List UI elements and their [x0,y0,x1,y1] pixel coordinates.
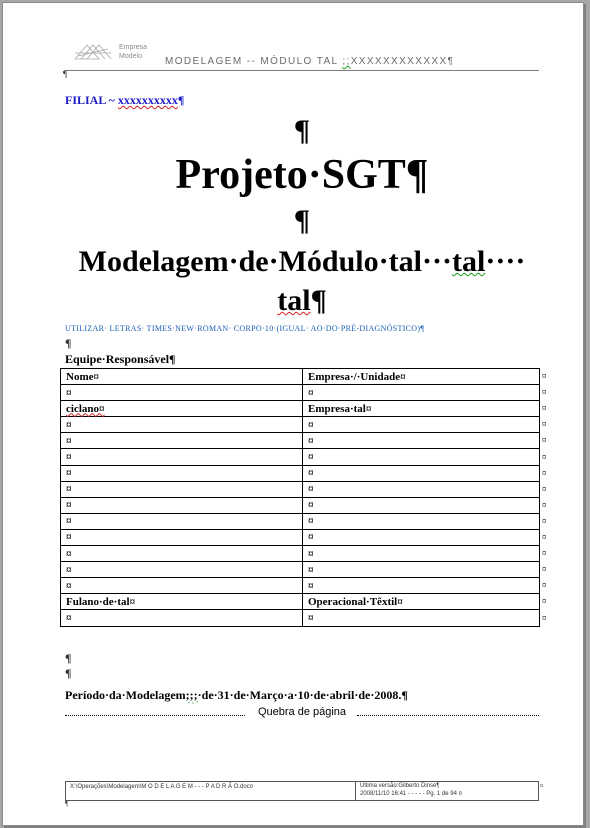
row-end-mark: ¤ [542,596,547,607]
table-row [61,529,540,545]
page-break-dots-right [357,715,539,716]
table-row [61,610,540,626]
member-name-cell[interactable]: ¤ [61,417,303,433]
modeling-period [65,688,408,703]
member-name-cell[interactable]: ¤ [61,578,303,594]
company-logo-icon [73,41,113,63]
team-table [60,368,540,627]
header-title [165,56,454,67]
note-pilcrow: ¶ [65,336,72,350]
row-end-mark: ¤ [542,451,547,462]
member-name-cell[interactable]: ¤ [61,465,303,481]
module-title-mark: ¶ [310,284,327,317]
member-name-cell[interactable]: ¤ [61,481,303,497]
font-instruction-note: UTILIZAR· LETRAS· TIMES·NEW·ROMAN· CORPO·10·(IGUAL· AO·DO·PRÉ-DIAGNÓSTICO)¶ [65,324,425,333]
footer-divider [355,782,356,800]
member-company-cell[interactable]: ¤ [303,417,540,433]
table-row [61,546,540,562]
team-heading: Equipe·Responsável¶ [65,352,176,366]
member-name-cell[interactable]: ¤ [61,513,303,529]
footer-file-path: X:\Operações\Modelagem\M O D E L A G E M - - - P A D R Ã O.doc¤ [70,784,254,790]
row-end-mark: ¤ [542,532,547,542]
title-pilcrow-top: ¶ [293,114,311,147]
member-name-cell[interactable]: ¤ [61,497,303,513]
filial-label: FILIAL ~ [65,93,118,107]
member-name-cell[interactable]: ¤ [61,610,303,626]
member-company-cell[interactable]: ¤ [303,529,540,545]
member-name-cell[interactable]: Nome¤ [61,369,303,385]
periodo-b: ;;; [185,688,198,702]
periodo-a: Período·da·Modelagem [65,688,186,702]
module-title-line-2 [65,283,539,319]
row-end-mark: ¤ [542,483,547,494]
logo-line-1: Empresa [119,44,148,51]
member-name-cell[interactable]: ¤ [61,562,303,578]
module-title-c: tal [451,245,486,278]
table-row [61,465,540,481]
table-row [61,449,540,465]
row-end-mark: ¤ [542,371,547,381]
table-row [61,369,540,385]
row-end-mark: ¤ [542,612,547,623]
row-end-mark: ¤ [542,499,547,510]
member-company-cell[interactable]: ¤ [303,465,540,481]
row-end-mark: ¤ [542,515,547,526]
logo-line-2: Modelo [119,53,142,60]
member-company-cell[interactable]: ¤ [303,513,540,529]
member-company-cell[interactable]: Empresa·/·Unidade¤ [303,369,540,385]
header-pilcrow: ¶ [63,69,68,79]
member-name-cell[interactable]: ciclano¤ [61,401,303,417]
module-title-d: ···· [485,245,526,278]
row-end-mark: ¤ [542,419,547,430]
logo-text [119,43,147,61]
page-break [65,707,539,721]
title-pilcrow-mid: ¶ [293,204,311,237]
footer-box [65,781,539,801]
member-company-cell[interactable]: ¤ [303,562,540,578]
member-company-cell[interactable]: ¤ [303,481,540,497]
header-rule [65,70,539,71]
project-title: Projeto·SGT¶ [175,152,429,198]
table-row [61,385,540,401]
footer-date-page: 2008/11/10 16:41 - - - - - Pg. 1 de 94 ¤ [360,791,462,797]
row-end-mark: ¤ [542,580,547,591]
filial-line [65,93,184,108]
module-title-line-1 [60,244,544,280]
row-end-mark: ¤ [542,403,547,414]
table-row [61,401,540,417]
member-company-cell[interactable]: ¤ [303,433,540,449]
member-company-cell[interactable]: ¤ [303,497,540,513]
member-company-cell[interactable]: ¤ [303,610,540,626]
filial-value: xxxxxxxxxx [117,93,178,107]
periodo-c: ·de·31·de·Março·a·10·de·abril·de·2008.¶ [197,688,408,702]
member-company-cell[interactable]: Empresa·tal¤ [303,401,540,417]
table-row [61,578,540,594]
footer-below-mark: ¶ [65,800,69,808]
header-title-prefix: MODELAGEM -- MÓDULO TAL [165,56,343,67]
member-company-cell[interactable]: Operacional·Têxtil¤ [303,594,540,610]
row-end-mark: ¤ [542,548,547,559]
table-row [61,481,540,497]
table-row [61,562,540,578]
member-company-cell[interactable]: ¤ [303,385,540,401]
module-title-b: ··· [421,245,452,278]
row-end-mark: ¤ [542,387,547,398]
table-row [61,417,540,433]
row-end-mark: ¤ [542,435,547,446]
member-company-cell[interactable]: ¤ [303,449,540,465]
header-title-suffix: XXXXXXXXXXXX¶ [350,56,455,67]
after-table-pilcrow-1: ¶ [65,651,72,665]
header-title-squig: ;; [342,56,351,67]
member-name-cell[interactable]: ¤ [61,433,303,449]
member-company-cell[interactable]: ¤ [303,546,540,562]
table-row [61,513,540,529]
footer-end-mark: ¤ [540,782,544,790]
member-name-cell[interactable]: ¤ [61,449,303,465]
table-row [61,594,540,610]
page-break-label: Quebra de página [257,706,347,718]
filial-mark: ¶ [177,93,185,107]
module-title-a: Modelagem·de·Módulo·tal [78,245,422,278]
table-row [61,433,540,449]
row-end-mark: ¤ [542,467,547,478]
table-row [61,497,540,513]
member-name-cell[interactable]: Fulano·de·tal¤ [61,594,303,610]
member-company-cell[interactable]: ¤ [303,578,540,594]
footer-last-version: Última versão:Gilberto Dinse¶ [360,783,440,789]
module-title-tal: tal [277,284,311,317]
member-name-cell[interactable]: ¤ [61,529,303,545]
member-name-cell[interactable]: ¤ [61,385,303,401]
document-page [2,2,584,826]
row-end-mark: ¤ [542,564,547,575]
member-name-cell[interactable]: ¤ [61,546,303,562]
after-table-pilcrow-2: ¶ [65,666,72,680]
